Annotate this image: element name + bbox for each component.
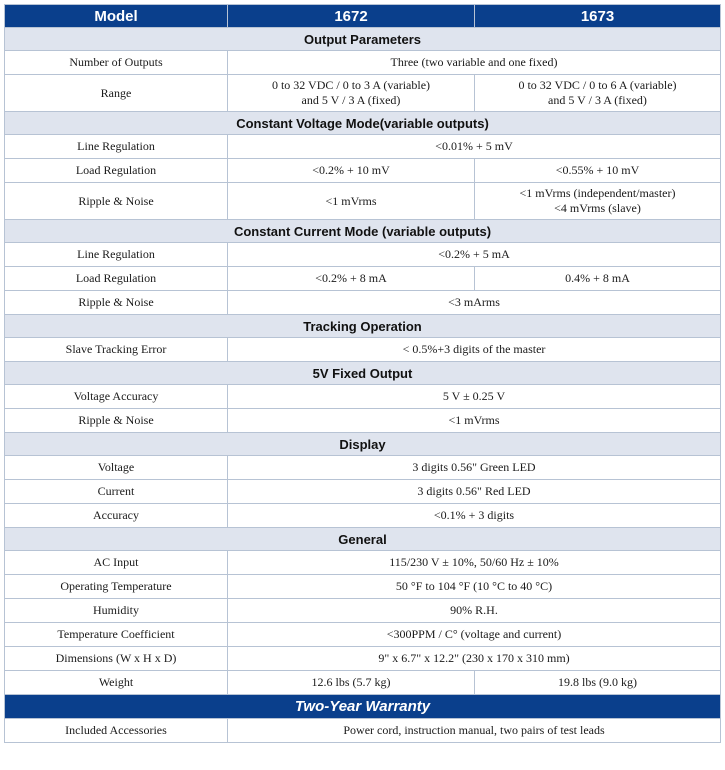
row-value: 90% R.H. bbox=[228, 599, 721, 623]
value-1673: <0.55% + 10 mV bbox=[475, 159, 721, 183]
table-row bbox=[5, 385, 721, 409]
section-cc: Constant Current Mode (variable outputs) bbox=[5, 220, 721, 243]
table-row bbox=[5, 575, 721, 599]
section-display: Display bbox=[5, 433, 721, 456]
row-value: Power cord, instruction manual, two pairs of test leads bbox=[228, 719, 721, 743]
header-row bbox=[5, 5, 721, 28]
table-row bbox=[5, 599, 721, 623]
section-row bbox=[5, 112, 721, 135]
value-1673: 0 to 32 VDC / 0 to 6 A (variable) and 5 V / 3 A (fixed) bbox=[475, 75, 721, 112]
table-row bbox=[5, 51, 721, 75]
header-1673: 1673 bbox=[475, 5, 721, 28]
row-value: <0.01% + 5 mV bbox=[228, 135, 721, 159]
section-row bbox=[5, 220, 721, 243]
row-label: Voltage Accuracy bbox=[5, 385, 228, 409]
section-cv: Constant Voltage Mode(variable outputs) bbox=[5, 112, 721, 135]
row-value: 50 °F to 104 °F (10 °C to 40 °C) bbox=[228, 575, 721, 599]
value-1672: <0.2% + 8 mA bbox=[228, 267, 475, 291]
section-row bbox=[5, 28, 721, 51]
section-general: General bbox=[5, 528, 721, 551]
table-row bbox=[5, 480, 721, 504]
row-value: Three (two variable and one fixed) bbox=[228, 51, 721, 75]
table-row bbox=[5, 647, 721, 671]
row-label: Number of Outputs bbox=[5, 51, 228, 75]
row-label: AC Input bbox=[5, 551, 228, 575]
table-row bbox=[5, 719, 721, 743]
section-row bbox=[5, 315, 721, 338]
value-1672: 0 to 32 VDC / 0 to 3 A (variable) and 5 V / 3 A (fixed) bbox=[228, 75, 475, 112]
row-label: Load Regulation bbox=[5, 159, 228, 183]
row-label: Voltage bbox=[5, 456, 228, 480]
row-value: <1 mVrms bbox=[228, 409, 721, 433]
row-value: <300PPM / C° (voltage and current) bbox=[228, 623, 721, 647]
value-1673: <1 mVrms (independent/master) <4 mVrms (slave) bbox=[475, 183, 721, 220]
row-label: Load Regulation bbox=[5, 267, 228, 291]
table-row bbox=[5, 267, 721, 291]
table-row bbox=[5, 183, 721, 220]
section-row bbox=[5, 433, 721, 456]
table-row bbox=[5, 291, 721, 315]
row-value: <0.1% + 3 digits bbox=[228, 504, 721, 528]
section-fixed: 5V Fixed Output bbox=[5, 362, 721, 385]
row-value: 3 digits 0.56" Red LED bbox=[228, 480, 721, 504]
row-label: Line Regulation bbox=[5, 243, 228, 267]
value-1672: <0.2% + 10 mV bbox=[228, 159, 475, 183]
section-output: Output Parameters bbox=[5, 28, 721, 51]
value-1673: 19.8 lbs (9.0 kg) bbox=[475, 671, 721, 695]
table-row bbox=[5, 159, 721, 183]
section-tracking: Tracking Operation bbox=[5, 315, 721, 338]
warranty-banner: Two-Year Warranty bbox=[5, 695, 721, 719]
row-label: Ripple & Noise bbox=[5, 183, 228, 220]
header-1672: 1672 bbox=[228, 5, 475, 28]
table-row bbox=[5, 504, 721, 528]
header-model: Model bbox=[5, 5, 228, 28]
row-value: 5 V ± 0.25 V bbox=[228, 385, 721, 409]
row-label: Current bbox=[5, 480, 228, 504]
row-label: Dimensions (W x H x D) bbox=[5, 647, 228, 671]
table-row bbox=[5, 671, 721, 695]
table-row bbox=[5, 551, 721, 575]
table-row bbox=[5, 75, 721, 112]
row-value: 9" x 6.7" x 12.2" (230 x 170 x 310 mm) bbox=[228, 647, 721, 671]
value-1672: <1 mVrms bbox=[228, 183, 475, 220]
table-row bbox=[5, 135, 721, 159]
row-label: Accuracy bbox=[5, 504, 228, 528]
row-value: < 0.5%+3 digits of the master bbox=[228, 338, 721, 362]
section-row bbox=[5, 362, 721, 385]
row-value: <3 mArms bbox=[228, 291, 721, 315]
table-row bbox=[5, 409, 721, 433]
row-label: Included Accessories bbox=[5, 719, 228, 743]
row-label: Range bbox=[5, 75, 228, 112]
row-label: Ripple & Noise bbox=[5, 291, 228, 315]
row-label: Ripple & Noise bbox=[5, 409, 228, 433]
row-label: Weight bbox=[5, 671, 228, 695]
row-label: Temperature Coefficient bbox=[5, 623, 228, 647]
table-row bbox=[5, 338, 721, 362]
row-label: Operating Temperature bbox=[5, 575, 228, 599]
value-1672: 12.6 lbs (5.7 kg) bbox=[228, 671, 475, 695]
warranty-row bbox=[5, 695, 721, 719]
row-label: Slave Tracking Error bbox=[5, 338, 228, 362]
row-value: 115/230 V ± 10%, 50/60 Hz ± 10% bbox=[228, 551, 721, 575]
table-row bbox=[5, 623, 721, 647]
row-value: <0.2% + 5 mA bbox=[228, 243, 721, 267]
row-label: Humidity bbox=[5, 599, 228, 623]
table-row bbox=[5, 456, 721, 480]
section-row bbox=[5, 528, 721, 551]
table-row bbox=[5, 243, 721, 267]
row-value: 3 digits 0.56" Green LED bbox=[228, 456, 721, 480]
value-1673: 0.4% + 8 mA bbox=[475, 267, 721, 291]
row-label: Line Regulation bbox=[5, 135, 228, 159]
spec-table bbox=[4, 4, 721, 743]
